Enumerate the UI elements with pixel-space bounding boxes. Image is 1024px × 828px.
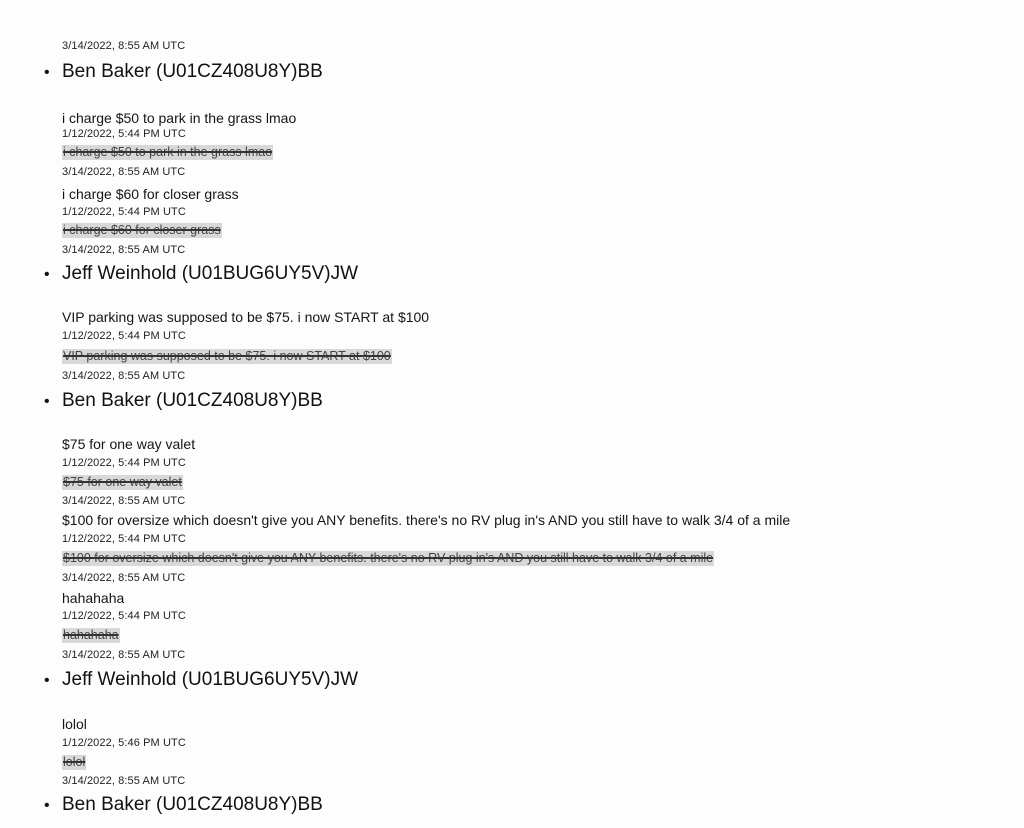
message-text: lolol xyxy=(62,716,87,732)
edited-previous-text: i charge $50 to park in the grass lmao xyxy=(63,145,273,159)
message-timestamp: 1/12/2022, 5:46 PM UTC xyxy=(62,737,186,749)
sender-label: Ben Baker (U01CZ408U8Y)BB xyxy=(62,390,323,411)
message-timestamp: 1/12/2022, 5:44 PM UTC xyxy=(62,457,186,469)
edited-previous-text: VIP parking was supposed to be $75. i now START at $100 xyxy=(63,349,391,363)
sender-name xyxy=(44,61,323,84)
sender-name xyxy=(44,669,358,692)
sender-name xyxy=(44,263,358,286)
edited-previous-text: lolol xyxy=(63,755,86,769)
message-timestamp: 3/14/2022, 8:55 AM UTC xyxy=(62,370,186,382)
message-timestamp: 3/14/2022, 8:55 AM UTC xyxy=(62,495,186,507)
message-timestamp: 3/14/2022, 8:55 AM UTC xyxy=(62,649,186,661)
message-timestamp: 1/12/2022, 5:44 PM UTC xyxy=(62,330,186,342)
message-text: $100 for oversize which doesn't give you ANY benefits. there's no RV plug in's AND you still have to walk 3/4 of a mile xyxy=(62,512,791,528)
edited-previous-text: hahahaha xyxy=(63,628,119,642)
bullet-icon: • xyxy=(44,393,50,410)
sender-name xyxy=(44,390,323,413)
message-timestamp: 3/14/2022, 8:55 AM UTC xyxy=(62,572,186,584)
message-timestamp: 1/12/2022, 5:44 PM UTC xyxy=(62,533,186,545)
message-timestamp: 1/12/2022, 5:44 PM UTC xyxy=(62,610,186,622)
message-text: $75 for one way valet xyxy=(62,436,196,452)
bullet-icon: • xyxy=(44,797,50,814)
sender-label: Ben Baker (U01CZ408U8Y)BB xyxy=(62,794,323,815)
message-timestamp: 3/14/2022, 8:55 AM UTC xyxy=(62,166,186,178)
edited-previous-text: $100 for oversize which doesn't give you ANY benefits. there's no RV plug in's AND you still have to walk 3/4 of a mile xyxy=(63,551,714,565)
message-timestamp: 3/14/2022, 8:55 AM UTC xyxy=(62,775,186,787)
message-text: i charge $60 for closer grass xyxy=(62,186,239,202)
bullet-icon: • xyxy=(44,672,50,689)
sender-label: Ben Baker (U01CZ408U8Y)BB xyxy=(62,61,323,82)
sender-label: Jeff Weinhold (U01BUG6UY5V)JW xyxy=(62,669,359,690)
bullet-icon: • xyxy=(44,266,50,283)
message-text: hahahaha xyxy=(62,590,125,606)
edited-previous-text: $75 for one way valet xyxy=(63,475,182,489)
message-timestamp: 3/14/2022, 8:55 AM UTC xyxy=(62,244,186,256)
sender-label: Jeff Weinhold (U01BUG6UY5V)JW xyxy=(62,263,359,284)
sender-name xyxy=(44,794,323,817)
message-timestamp: 3/14/2022, 8:55 AM UTC xyxy=(62,40,186,52)
bullet-icon: • xyxy=(44,64,50,81)
message-timestamp: 1/12/2022, 5:44 PM UTC xyxy=(62,206,186,218)
edited-previous-text: i charge $60 for closer grass xyxy=(63,223,221,237)
message-timestamp: 1/12/2022, 5:44 PM UTC xyxy=(62,128,186,140)
message-text: i charge $50 to park in the grass lmao xyxy=(62,110,297,126)
message-text: VIP parking was supposed to be $75. i now START at $100 xyxy=(62,309,430,325)
